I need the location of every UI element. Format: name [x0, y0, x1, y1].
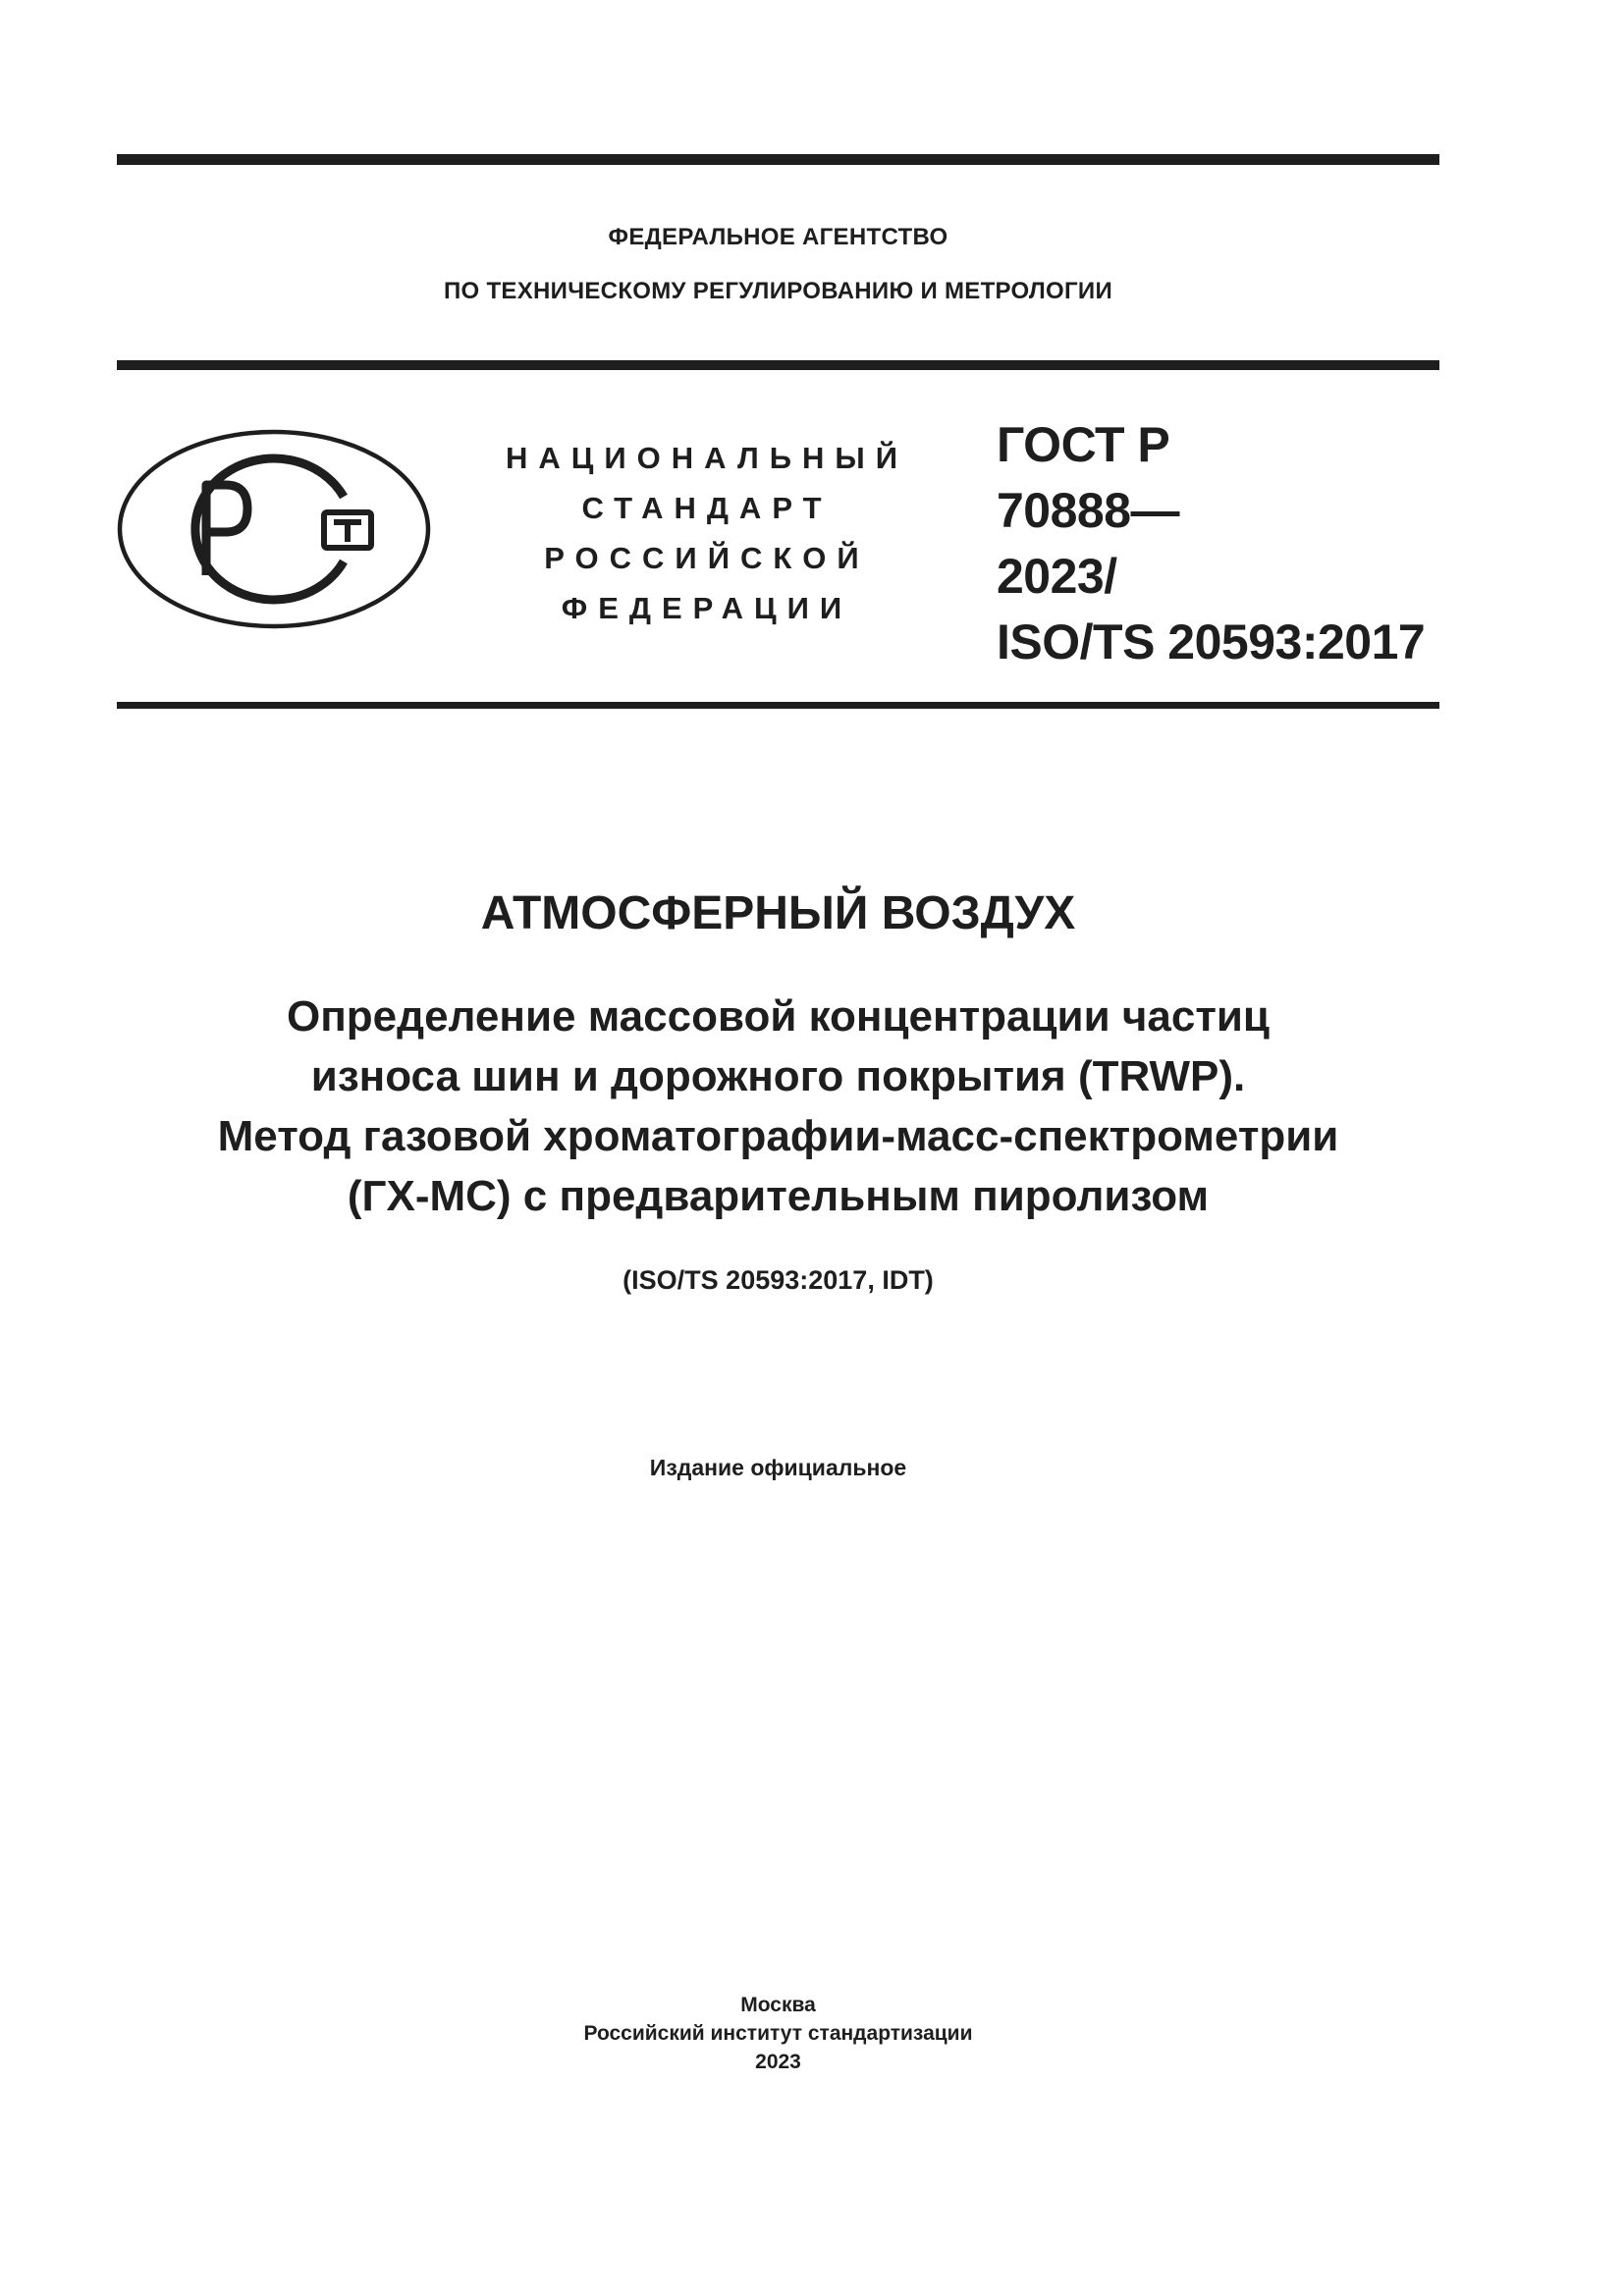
identity-note: (ISO/TS 20593:2017, IDT) [623, 1265, 934, 1295]
imprint-city: Москва [740, 1994, 816, 2016]
document-subtitle [117, 987, 1439, 1226]
top-rule [117, 154, 1439, 165]
subtitle-line-2: износа шин и дорожного покрытия (TRWP). [310, 1052, 1246, 1100]
document-title: АТМОСФЕРНЫЙ ВОЗДУХ [480, 887, 1076, 939]
national-line-4: ФЕДЕРАЦИИ [561, 591, 853, 625]
designation-rule [117, 702, 1439, 709]
standard-designation [997, 412, 1448, 675]
national-line-3: РОССИЙСКОЙ [544, 541, 870, 575]
imprint-year: 2023 [755, 2051, 801, 2073]
imprint [117, 1991, 1439, 2076]
subtitle-line-1: Определение массовой концентрации частиц [287, 992, 1270, 1041]
header-rule [117, 360, 1439, 370]
national-standard-label [471, 433, 943, 633]
subtitle-line-4: (ГХ-МС) с предварительным пиролизом [347, 1172, 1210, 1220]
designation-line-3: 2023/ [997, 549, 1117, 604]
designation-line-2: 70888— [997, 483, 1180, 538]
designation-line-4: ISO/TS 20593:2017 [997, 614, 1426, 669]
national-line-2: СТАНДАРТ [581, 491, 833, 525]
edition-label: Издание официальное [649, 1455, 907, 1480]
national-line-1: НАЦИОНАЛЬНЫЙ [505, 441, 909, 475]
subtitle-line-3: Метод газовой хроматографии-масс-спектрометрии [217, 1112, 1339, 1160]
rst-logo-icon [116, 428, 432, 630]
agency-line-1: ФЕДЕРАЛЬНОЕ АГЕНТСТВО [608, 224, 948, 250]
designation-line-1: ГОСТ Р [997, 417, 1170, 472]
agency-line-2: ПО ТЕХНИЧЕСКОМУ РЕГУЛИРОВАНИЮ И МЕТРОЛОГИИ [443, 278, 1113, 304]
imprint-publisher: Российский институт стандартизации [583, 2022, 973, 2045]
